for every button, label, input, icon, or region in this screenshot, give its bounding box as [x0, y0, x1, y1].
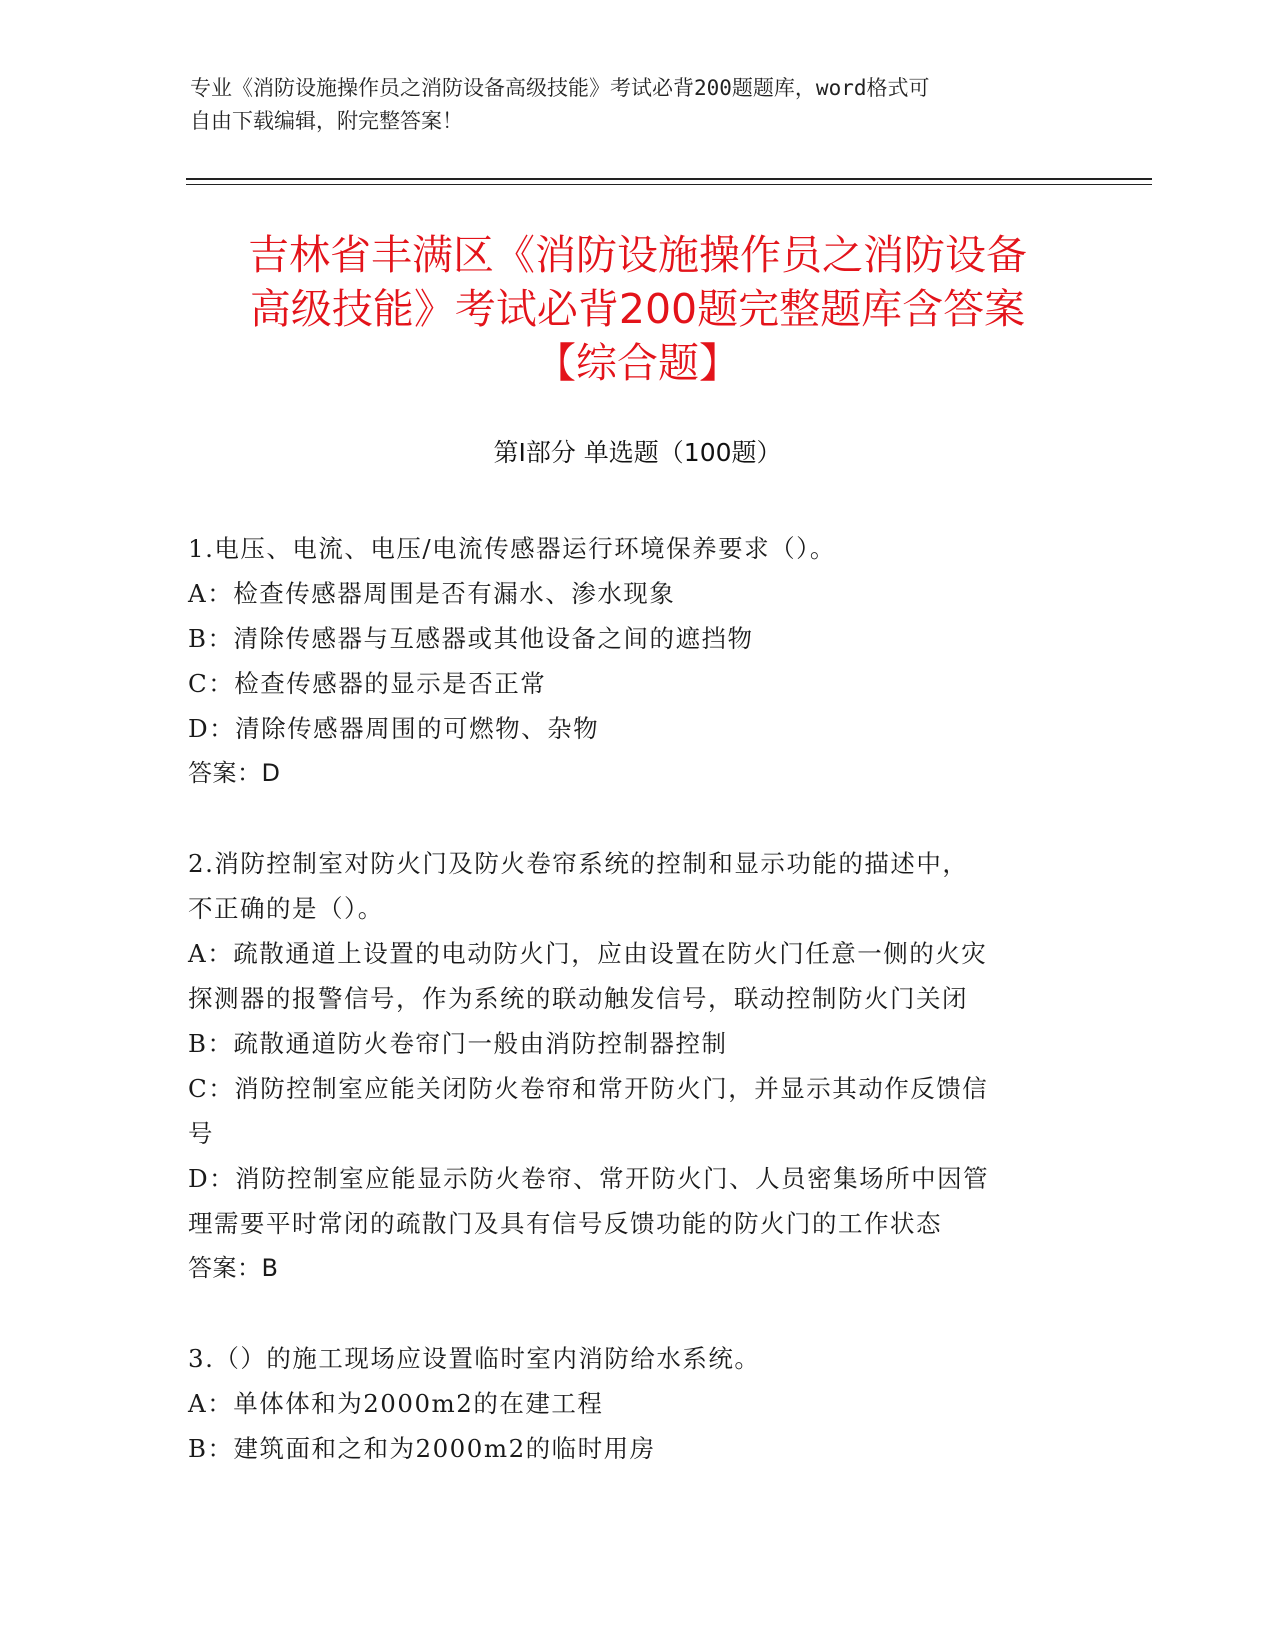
question-stem: 不正确的是（）。 — [188, 894, 384, 923]
header-divider-thick — [186, 178, 1152, 180]
question-option: B：建筑面和之和为2000m2的临时用房 — [188, 1434, 656, 1463]
header-note-line: 专业《消防设施操作员之消防设备高级技能》考试必背200题题库，word格式可 — [190, 76, 930, 100]
document-title — [160, 228, 1115, 390]
question-stem: 1.电压、电流、电压/电流传感器运行环境保养要求（）。 — [188, 534, 836, 563]
title-line: 【综合题】 — [535, 339, 740, 387]
question-answer: 答案：D — [188, 759, 281, 787]
question-answer: 答案：B — [188, 1254, 279, 1282]
section-heading: 第I部分 单选题（100题） — [493, 438, 782, 467]
question-list — [188, 526, 1078, 1516]
title-line: 高级技能》考试必背200题完整题库含答案 — [249, 285, 1026, 333]
question-stem: 3.（）的施工现场应设置临时室内消防给水系统。 — [188, 1344, 761, 1373]
header-divider-thin — [186, 184, 1152, 185]
question-stem: 2.消防控制室对防火门及防火卷帘系统的控制和显示功能的描述中， — [188, 849, 969, 878]
question-option: C：消防控制室应能关闭防火卷帘和常开防火门，并显示其动作反馈信 — [188, 1074, 989, 1103]
header-note-line: 自由下载编辑，附完整答案！ — [190, 109, 463, 133]
title-line: 吉林省丰满区《消防设施操作员之消防设备 — [248, 231, 1027, 279]
question-option: D：清除传感器周围的可燃物、杂物 — [188, 714, 600, 743]
question-option: D：消防控制室应能显示防火卷帘、常开防火门、人员密集场所中因管 — [188, 1164, 990, 1193]
question-block — [188, 1336, 1078, 1471]
question-option: A：检查传感器周围是否有漏水、渗水现象 — [188, 579, 676, 608]
question-block — [188, 526, 1078, 796]
question-option: 号 — [188, 1119, 214, 1148]
question-option: 探测器的报警信号，作为系统的联动触发信号，联动控制防火门关闭 — [188, 984, 968, 1013]
question-block — [188, 841, 1078, 1291]
question-option: A：疏散通道上设置的电动防火门，应由设置在防火门任意一侧的火灾 — [188, 939, 988, 968]
question-option: C：检查传感器的显示是否正常 — [188, 669, 547, 698]
question-option: B：疏散通道防火卷帘门一般由消防控制器控制 — [188, 1029, 728, 1058]
question-option: 理需要平时常闭的疏散门及具有信号反馈功能的防火门的工作状态 — [188, 1209, 942, 1238]
question-option: B：清除传感器与互感器或其他设备之间的遮挡物 — [188, 624, 754, 653]
question-option: A：单体体和为2000m2的在建工程 — [188, 1389, 604, 1418]
header-note — [190, 72, 1070, 138]
